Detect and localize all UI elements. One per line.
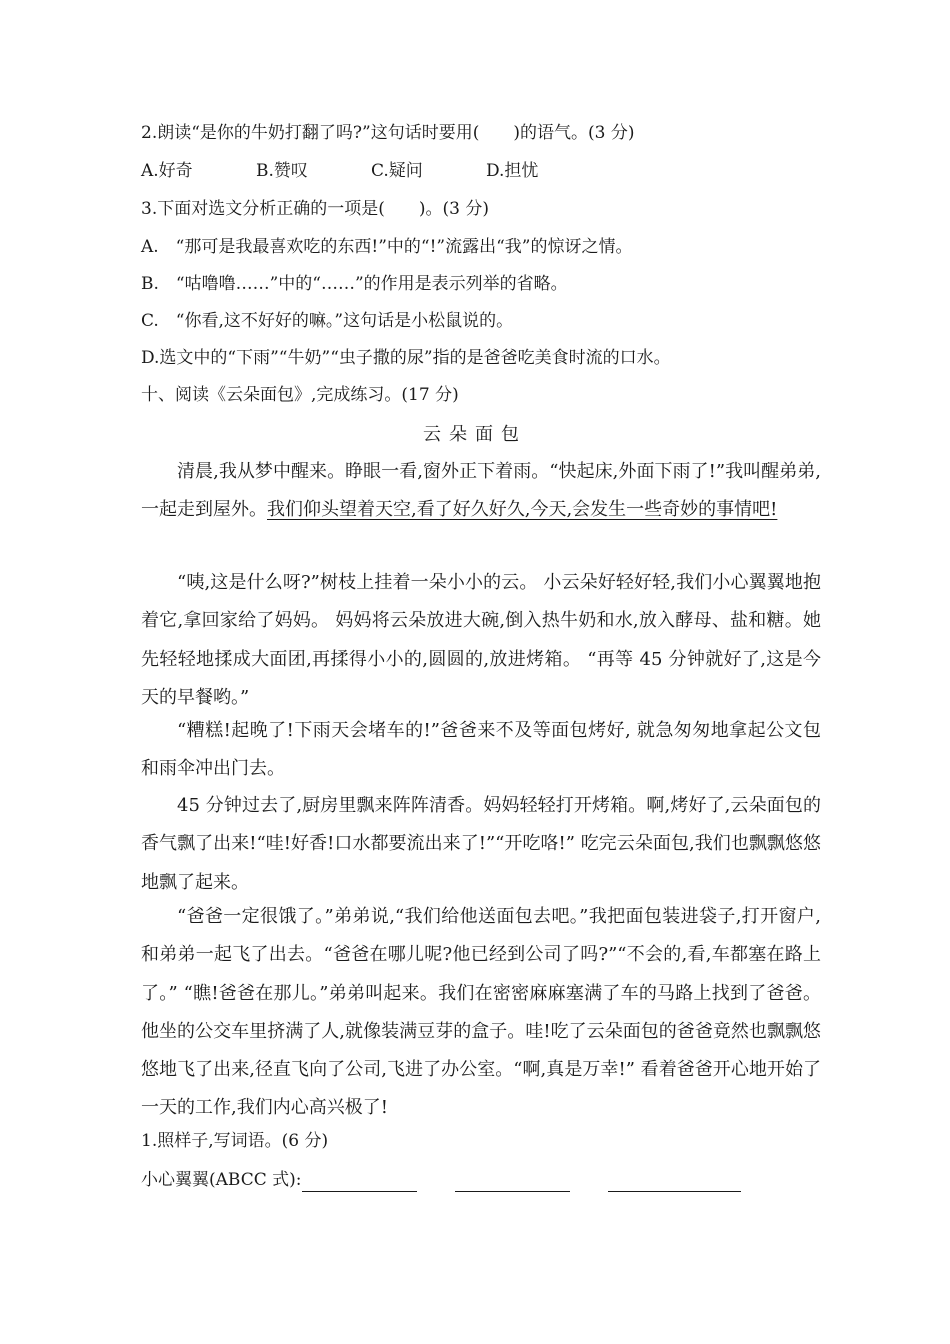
option-b: B.赞叹	[256, 161, 308, 181]
option-d: D.担忧	[486, 161, 539, 181]
option-c: C.疑问	[371, 161, 423, 181]
question-3-option-b: B. “咕噜噜……”中的“……”的作用是表示列举的省略。	[141, 274, 568, 294]
story-paragraph-2: “咦,这是什么呀?”树枝上挂着一朵小小的云。 小云朵好轻好轻,我们小心翼翼地抱着它,拿回家给了妈妈。 妈妈将云朵放进大碗,倒入热牛奶和水,放入酵母、盐和糖。她先轻轻地揉成大面团,再揉得小小的,圆圆的,放进烤箱。 “再等 45 分钟就好了,这是今天的早餐哟。”	[141, 572, 821, 708]
question-3-stem: 3.下面对选文分析正确的一项是( )。(3 分)	[141, 199, 489, 219]
example-word: 小心翼翼(ABCC 式):	[141, 1170, 302, 1190]
underlined-sentence: 我们仰头望着天空,看了好久好久,今天,会发生一些奇妙的事情吧!	[267, 499, 778, 521]
answer-blank-1[interactable]	[302, 1173, 417, 1192]
answer-blank-3[interactable]	[608, 1173, 741, 1192]
story-paragraph-1	[141, 453, 821, 530]
option-a: A.好奇	[141, 161, 193, 181]
question-3-option-c: C. “你看,这不好好的嘛。”这句话是小松鼠说的。	[141, 311, 514, 331]
story-paragraph-4: 45 分钟过去了,厨房里飘来阵阵清香。妈妈轻轻打开烤箱。啊,烤好了,云朵面包的香气飘了出来!“哇!好香!口水都要流出来了!”“开吃咯!” 吃完云朵面包,我们也飘飘悠悠地飘了起来。	[141, 795, 821, 893]
question-1-stem: 1.照样子,写词语。(6 分)	[141, 1131, 329, 1151]
story-title: 云朵面包	[423, 424, 527, 445]
question-3-option-d: D.选文中的“下雨”“牛奶”“虫子撒的尿”指的是爸爸吃美食时流的口水。	[141, 348, 671, 368]
answer-blank-2[interactable]	[455, 1173, 570, 1192]
story-paragraph-5: “爸爸一定很饿了。”弟弟说,“我们给他送面包去吧。”我把面包装进袋子,打开窗户,和弟弟一起飞了出去。“爸爸在哪儿呢?他已经到公司了吗?”“不会的,看,车都塞在路上了。” “瞧!爸爸在那儿。”弟弟叫起来。我们在密密麻麻塞满了车的马路上找到了爸爸。他坐的公交车里挤满了人,就像装满豆芽的盒子。哇!吃了云朵面包的爸爸竟然也飘飘悠悠地飞了出来,径直飞向了公司,飞进了办公室。“啊,真是万幸!” 看着爸爸开心地开始了一天的工作,我们内心高兴极了!	[141, 906, 821, 1119]
story-paragraph-3: “糟糕!起晚了!下雨天会堵车的!”爸爸来不及等面包烤好, 就急匆匆地拿起公文包和雨伞冲出门去。	[141, 720, 821, 780]
section-10-heading: 十、阅读《云朵面包》,完成练习。(17 分)	[141, 385, 459, 405]
question-2-stem: 2.朗读“是你的牛奶打翻了吗?”这句话时要用( )的语气。(3 分)	[141, 123, 635, 143]
paragraph-1-text: 清晨,我从梦中醒来。睁眼一看,窗外正下着雨。“快起床,外面下雨了!”我叫醒弟弟,一起走到屋外。	[141, 461, 821, 521]
question-2-options	[141, 159, 601, 183]
question-1-answer-row	[141, 1168, 741, 1192]
question-3-option-a: A. “那可是我最喜欢吃的东西!”中的“!”流露出“我”的惊讶之情。	[141, 237, 633, 257]
